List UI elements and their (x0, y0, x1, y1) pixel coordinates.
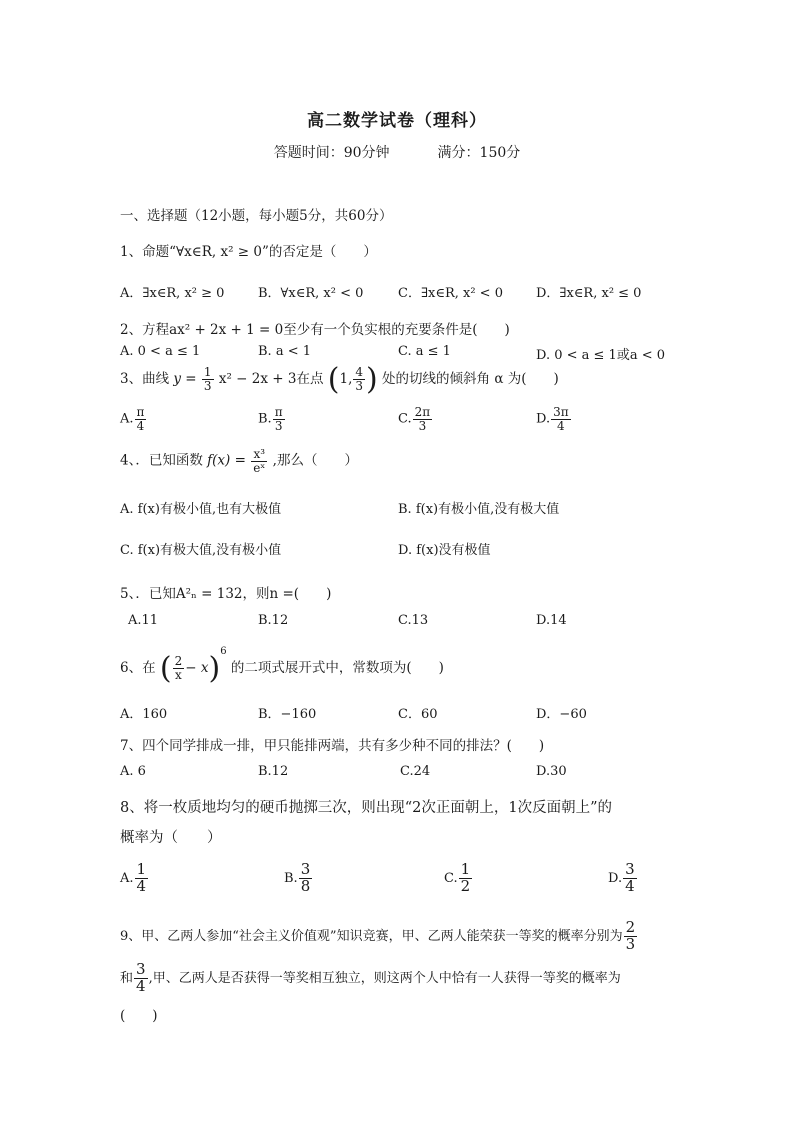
q7-stem: 7、四个同学排成一排，甲只能排两端，共有多少种不同的排法？( ) (120, 738, 545, 754)
exam-time: 答题时间：90分钟 (273, 145, 390, 161)
q3-point-x: 1, (339, 371, 353, 387)
q4-prefix: 4、．已知函数 (120, 452, 203, 469)
q8-stem-line1: 8、将一枚质地均匀的硬币抛掷三次，则出现“2次正面朝上，1次反面朝上”的 (120, 800, 612, 816)
q6-suffix: 的二项式展开式中，常数项为( ) (230, 660, 444, 676)
q2-option-b: B. a < 1 (258, 344, 311, 359)
q6-minus-x: − x (185, 660, 209, 676)
q5-option-a: A.11 (128, 613, 159, 628)
q9-text-1: 9、甲、乙两人参加“社会主义价值观”知识竞赛，甲、乙两人能荣获一等奖的概率分别为 (120, 928, 623, 944)
q1-option-a: A．∃x∈R, x² ≥ 0 (120, 286, 225, 301)
q3-y-equals: y = (173, 371, 197, 387)
q3-option-a: A. $\frac{\pi}{4}$ (120, 405, 145, 433)
q2-option-d: D. 0 < a ≤ 1或a < 0 (536, 348, 666, 363)
q1-option-b: B．∀x∈R, x² < 0 (258, 286, 364, 301)
q7-option-d: D.30 (536, 764, 567, 779)
q5-option-b: B.12 (258, 613, 289, 628)
q7-option-c: C.24 (400, 764, 431, 779)
q4-fraction: $\frac{\text{x³}}{\text{eˣ}}$ (253, 447, 266, 475)
q6-option-a: A．160 (120, 707, 168, 722)
q1-option-c: C．∃x∈R, x² < 0 (398, 286, 503, 301)
q9-answer-blank: ( ) (120, 1008, 158, 1024)
q4-option-d: D. f(x)没有极值 (398, 543, 491, 558)
q3-stem: 3、曲线 y = $\frac{1}{3}$ x² − 2x + 3在点 (1, $\frac{4}{3}$ ) 处的切线的倾斜角 α 为( ) (120, 362, 559, 397)
q1-stem: 1、命题“∀x∈R, x² ≥ 0”的否定是（ ） (120, 244, 377, 260)
q8-option-c: C. $\frac{1}{2}$ (444, 860, 471, 895)
q5-option-c: C.13 (398, 613, 429, 628)
q9-prob-yi: $\frac{3}{4}$ (136, 960, 146, 995)
q3-suffix: 处的切线的倾斜角 α 为( ) (382, 371, 559, 387)
q6-option-d: D．−60 (536, 707, 587, 722)
q4-option-b: B. f(x)有极小值,没有极大值 (398, 502, 560, 517)
q3-option-b: B. $\frac{\pi}{3}$ (258, 405, 283, 433)
q3-option-d: D. $\frac{3\pi}{4}$ (536, 405, 569, 433)
q6-fraction: $\frac{2}{x}$ (174, 654, 183, 682)
q4-suffix: ,那么（ ） (272, 452, 358, 469)
q9-stem-line1 (120, 920, 638, 953)
q8-option-d: D. $\frac{3}{4}$ (608, 860, 635, 895)
q8-option-b: B. $\frac{3}{8}$ (284, 860, 311, 895)
q4-option-a: A. f(x)有极小值,也有大极值 (120, 502, 282, 517)
q8-stem-line2: 概率为（ ） (120, 830, 222, 846)
q5-stem: 5、．已知A²ₙ = 132，则n =( ) (120, 586, 332, 602)
exam-info (0, 142, 794, 162)
exam-score: 满分：150分 (437, 145, 521, 161)
q6-option-c: C．60 (398, 707, 438, 722)
q2-option-a: A. 0 < a ≤ 1 (120, 344, 201, 359)
q6-option-b: B．−160 (258, 707, 317, 722)
q9-prob-jia: $\frac{2}{3}$ (625, 918, 636, 953)
q3-point-fraction: $\frac{4}{3}$ (355, 365, 364, 393)
q4-function: f(x) = (207, 452, 246, 469)
q7-option-b: B.12 (258, 764, 289, 779)
q3-coef-fraction: $\frac{1}{3}$ (203, 365, 212, 393)
section-heading: 一、选择题（12小题，每小题5分，共60分） (120, 208, 393, 224)
q6-prefix: 6、在 (120, 660, 156, 676)
q3-prefix: 3、曲线 (120, 371, 170, 387)
q9-and: 和 (120, 970, 134, 986)
q6-exponent: 6 (220, 646, 227, 657)
q9-text-2: ,甲、乙两人是否获得一等奖相互独立，则这两个人中恰有一人获得一等奖的概率为 (148, 970, 621, 986)
q2-stem: 2、方程ax² + 2x + 1 = 0至少有一个负实根的充要条件是( ) (120, 322, 510, 338)
q3-mid: x² − 2x + 3在点 (218, 371, 324, 387)
q8-option-a: A. $\frac{1}{4}$ (120, 860, 147, 895)
q7-option-a: A. 6 (120, 764, 146, 779)
q3-option-c: C. $\frac{2\pi}{3}$ (398, 405, 431, 433)
exam-title: 高二数学试卷（理科） (307, 111, 487, 131)
q1-option-d: D．∃x∈R, x² ≤ 0 (536, 286, 642, 301)
q5-option-d: D.14 (536, 613, 567, 628)
q6-stem: 6、在 ( $\frac{2}{x}$ − x)$^6$ 的二项式展开式中，常数项为( ) (120, 646, 444, 686)
q2-option-c: C. a ≤ 1 (398, 344, 451, 359)
q4-stem (120, 448, 358, 474)
q4-option-c: C. f(x)有极大值,没有极小值 (120, 543, 282, 558)
q9-stem-line2 (120, 962, 621, 995)
